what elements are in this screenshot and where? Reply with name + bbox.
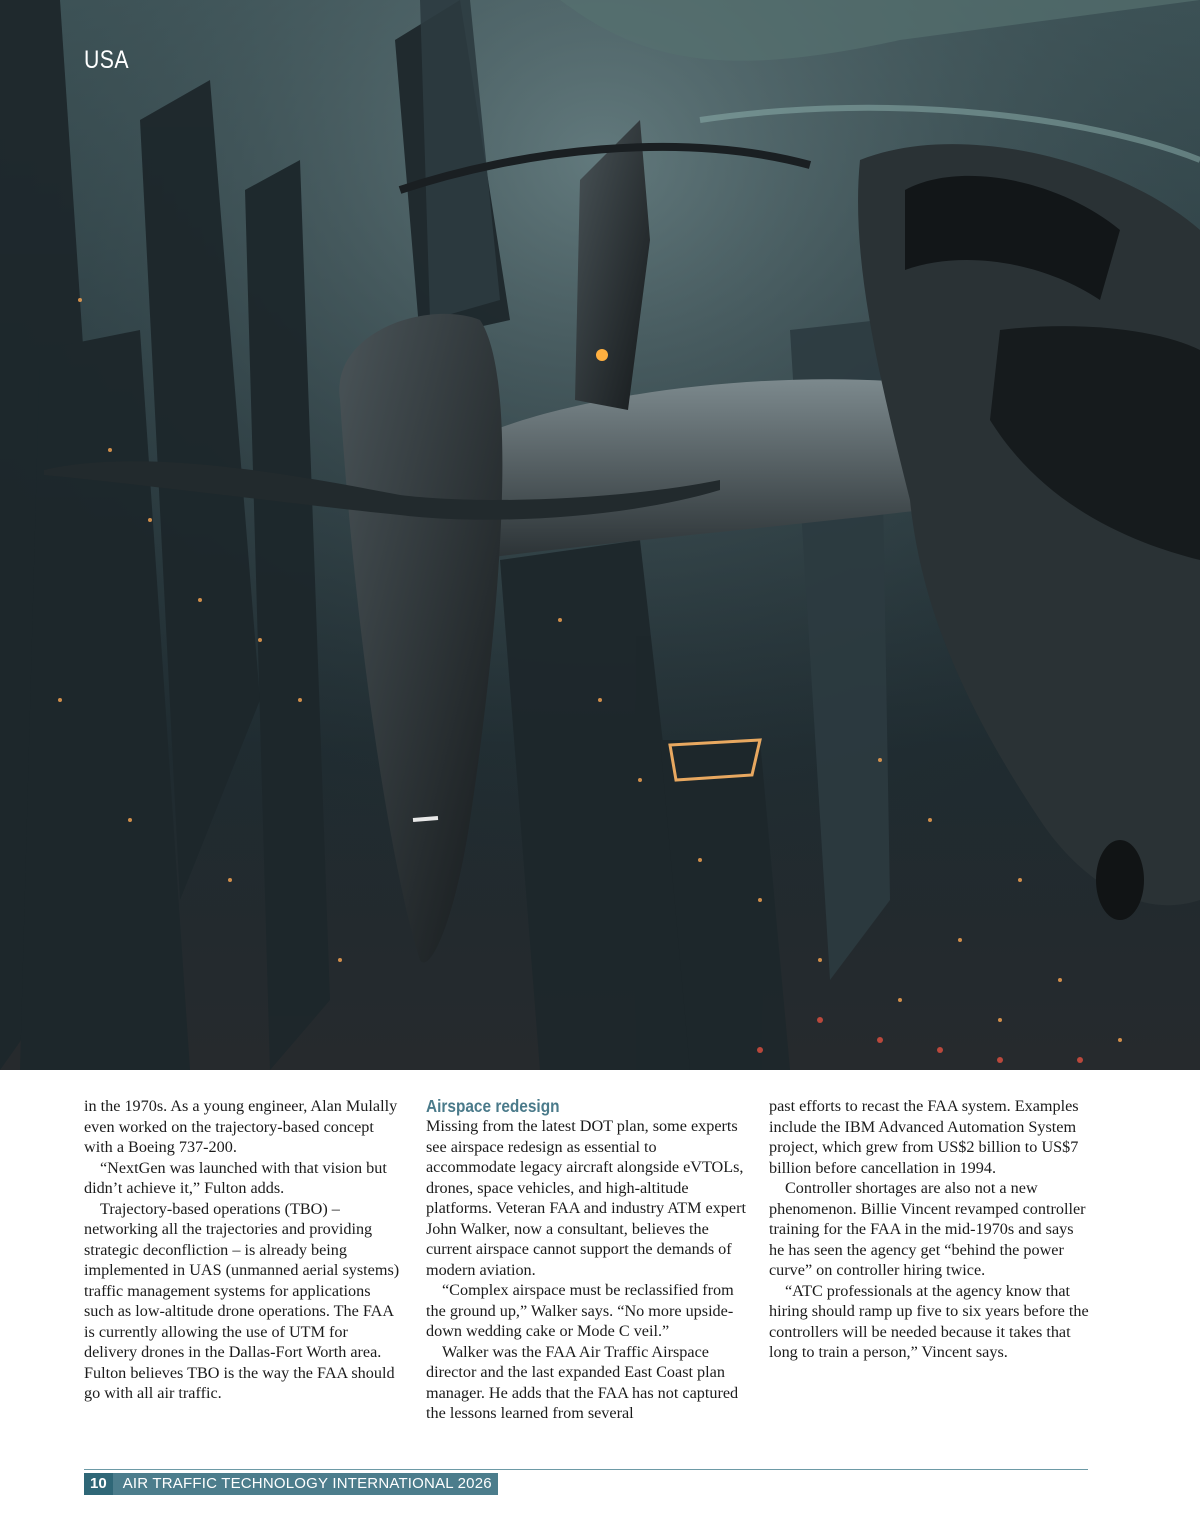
publication-title: AIR TRAFFIC TECHNOLOGY INTERNATIONAL 2026 xyxy=(122,1475,492,1492)
paragraph: “ATC professionals at the agency know that hiring should ramp up five to six years before the controllers will be needed because it takes that long to train a person,” Vincent says. xyxy=(769,1281,1089,1361)
paragraph: in the 1970s. As a young engineer, Alan Mulally even worked on the trajectory-based concept with a Boeing 737-200. xyxy=(84,1097,398,1156)
paragraph: Missing from the latest DOT plan, some experts see airspace redesign as essential to accommodate legacy aircraft alongside eVTOLs, drones, space vehicles, and high-altitude platforms. Veteran FAA and industry ATM expert John Walker, now a consultant, believes the current airspace cannot support the demands of modern aviation. xyxy=(426,1117,746,1279)
paragraph: past efforts to recast the FAA system. Examples include the IBM Advanced Automation System project, which grew from US$2 billion to US$7 billion before cancellation in 1994. xyxy=(769,1097,1079,1177)
paragraph: Trajectory-based operations (TBO) – networking all the trajectories and providing strategic deconfliction – is already being implemented in UAS (unmanned aerial systems) traffic management systems for applications such as low-altitude drone operations. The FAA is currently allowing the use of UTM for delivery drones in the Dallas-Fort Worth area. Fulton believes TBO is the way the FAA should go with all air traffic. xyxy=(84,1199,400,1402)
page-footer xyxy=(84,1473,498,1495)
paragraph: Walker was the FAA Air Traffic Airspace director and the last expanded East Coast plan manager. He adds that the FAA has not captured the lessons learned from several xyxy=(426,1342,739,1422)
paragraph: Controller shortages are also not a new phenomenon. Billie Vincent revamped controller training for the FAA in the mid-1970s and says he has seen the agency get “behind the power curve” on controller hiring twice. xyxy=(769,1179,1086,1279)
page-number: 10 xyxy=(84,1473,113,1495)
text-column-3 xyxy=(769,1096,1089,1363)
footer-divider xyxy=(84,1469,1088,1470)
paragraph: “Complex airspace must be reclassified from the ground up,” Walker says. “No more upside-down wedding cake or Mode C veil.” xyxy=(426,1281,734,1340)
text-column-1 xyxy=(84,1096,404,1404)
paragraph: “NextGen was launched with that vision but didn’t achieve it,” Fulton adds. xyxy=(84,1158,387,1197)
section-subhead: Airspace redesign xyxy=(426,1096,560,1116)
text-column-2 xyxy=(426,1096,746,1424)
section-label: USA xyxy=(84,46,129,74)
